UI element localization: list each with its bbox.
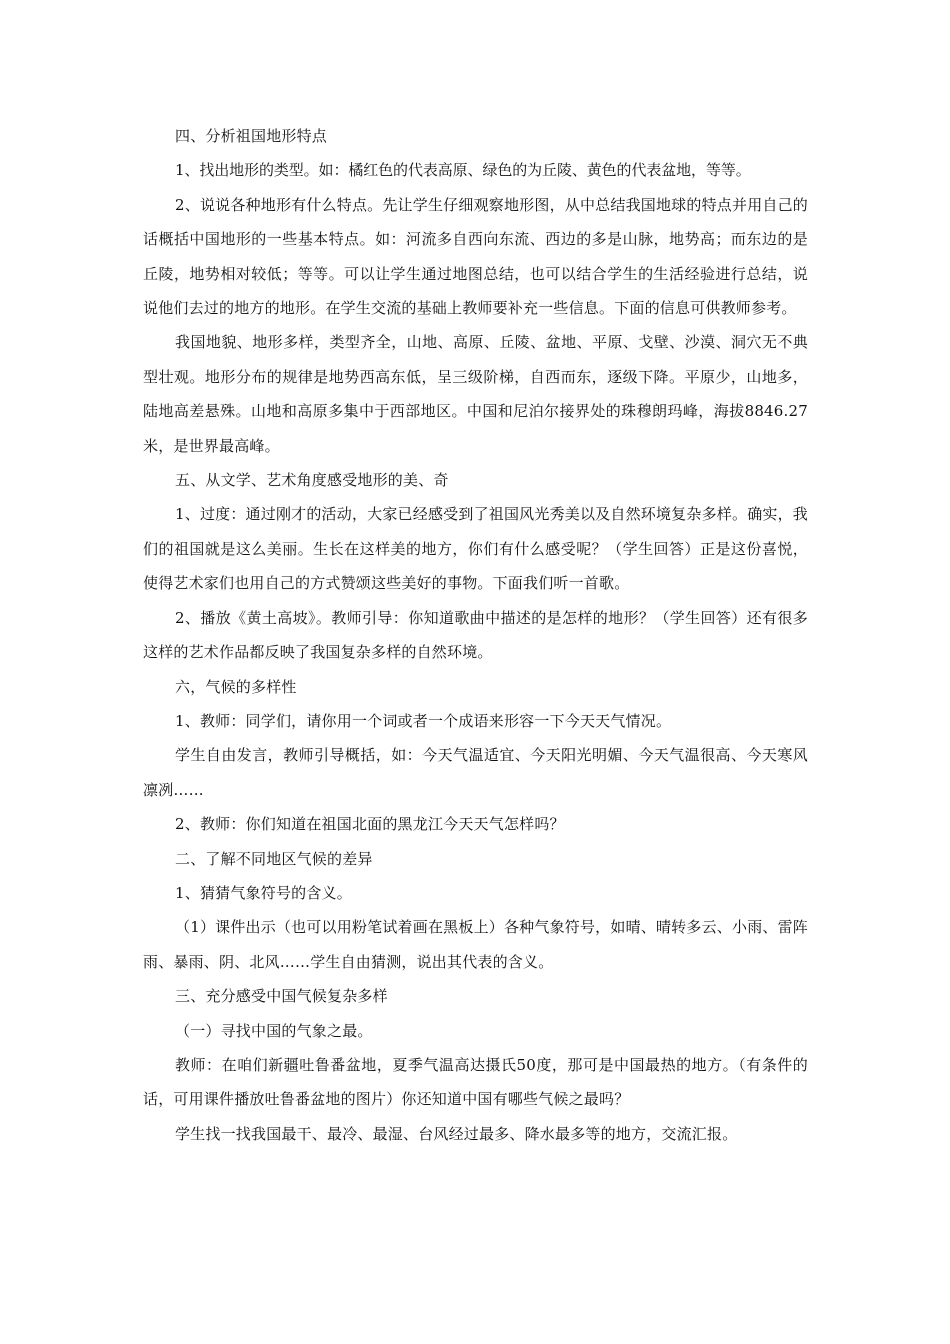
section-heading-4: 四、分析祖国地形特点 [175, 127, 328, 145]
section-heading-3: 三、充分感受中国气候复杂多样 [175, 987, 388, 1006]
document-body [143, 119, 808, 1151]
paragraph: 2、说说各种地形有什么特点。先让学生仔细观察地形图，从中总结我国地球的特点并用自己的话概括中国地形的一些基本特点。如：河流多自西向东流、西边的多是山脉，地势高；而东边的是丘陵，地势相对较低；等等。可以让学生通过地图总结，也可以结合学生的生活经验进行总结，说说他们去过的地方的地形。在学生交流的基础上教师要补充一些信息。下面的信息可供教师参考。 [143, 195, 808, 318]
section-heading-5: 五、从文学、艺术角度感受地形的美、奇 [175, 471, 449, 490]
paragraph: 1、找出地形的类型。如：橘红色的代表高原、绿色的为丘陵、黄色的代表盆地，等等。 [175, 161, 751, 180]
paragraph: 教师：在咱们新疆吐鲁番盆地，夏季气温高达摄氏50度，那可是中国最热的地方。（有条件的话，可用课件播放吐鲁番盆地的图片）你还知道中国有哪些气候之最吗？ [143, 1055, 808, 1109]
subsection-heading: （一）寻找中国的气象之最。 [175, 1021, 373, 1040]
paragraph: 学生自由发言，教师引导概括，如：今天气温适宜、今天阳光明媚、今天气温很高、今天寒风凛冽…… [143, 746, 808, 799]
section-heading-6: 六，气候的多样性 [175, 677, 297, 696]
paragraph: 学生找一找我国最干、最冷、最湿、台风经过最多、降水最多等的地方，交流汇报。 [175, 1124, 738, 1143]
paragraph: 1、过度：通过刚才的活动，大家已经感受到了祖国风光秀美以及自然环境复杂多样。确实，我们的祖国就是这么美丽。生长在这样美的地方，你们有什么感受呢？（学生回答）正是这份喜悦，使得艺术家们也用自己的方式赞颂这些美好的事物。下面我们听一首歌。 [143, 505, 808, 593]
paragraph: 2、教师：你们知道在祖国北面的黑龙江今天天气怎样吗？ [175, 815, 565, 834]
paragraph: （1）课件出示（也可以用粉笔试着画在黑板上）各种气象符号，如晴、晴转多云、小雨、雷阵雨、暴雨、阴、北风……学生自由猜测，说出其代表的含义。 [143, 918, 808, 971]
paragraph: 1、教师：同学们，请你用一个词或者一个成语来形容一下今天天气情况。 [175, 711, 672, 730]
paragraph: 2、播放《黄土高坡》。教师引导：你知道歌曲中描述的是怎样的地形？（学生回答）还有很多这样的艺术作品都反映了我国复杂多样的自然环境。 [143, 608, 808, 662]
paragraph: 我国地貌、地形多样，类型齐全，山地、高原、丘陵、盆地、平原、戈壁、沙漠、洞穴无不典型壮观。地形分布的规律是地势西高东低，呈三级阶梯，自西而东，逐级下降。平原少，山地多，陆地高差悬殊。山地和高原多集中于西部地区。中国和尼泊尔接界处的珠穆朗玛峰，海拔8846.27米，是世界最高峰。 [143, 333, 808, 455]
section-heading-2: 二、了解不同地区气候的差异 [175, 849, 373, 868]
paragraph: 1、猜猜气象符号的含义。 [175, 883, 352, 902]
